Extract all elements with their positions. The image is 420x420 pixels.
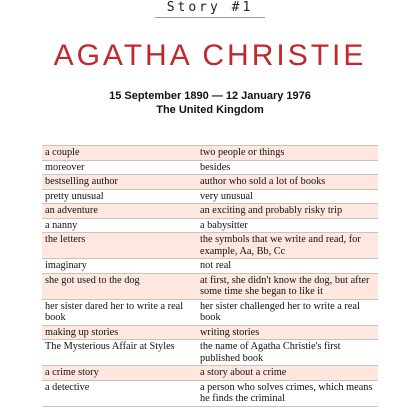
glossary-term: her sister dared her to write a real book [42,299,197,325]
glossary-definition: two people or things [197,146,378,161]
glossary-term: The Mysterious Affair at Styles [42,340,197,366]
table-row [42,204,378,219]
glossary-definition: besides [197,160,378,175]
table-row [42,175,378,190]
table-row [42,380,378,406]
glossary-definition: not real [197,259,378,274]
glossary-term: pretty unusual [42,189,197,204]
life-dates: 15 September 1890 — 12 January 1976 [109,90,311,102]
glossary-definition: the symbols that we write and read, for example, Aa, Bb, Cc [197,233,378,259]
table-row [42,325,378,340]
glossary-term: an adventure [42,204,197,219]
glossary-definition: very unusual [197,189,378,204]
glossary-definition: an exciting and probably risky trip [197,204,378,219]
table-row [42,233,378,259]
glossary-term: a crime story [42,366,197,381]
country: The United Kingdom [156,104,264,116]
glossary-definition: author who sold a lot of books [197,175,378,190]
glossary-definition: a person who solves crimes, which means he finds the criminal [197,380,378,406]
table-row [42,366,378,381]
glossary-definition: a story about a crime [197,366,378,381]
table-row [42,160,378,175]
glossary-term: a nanny [42,218,197,233]
table-row [42,189,378,204]
glossary-term: bestselling author [42,175,197,190]
table-row [42,218,378,233]
glossary-term: moreover [42,160,197,175]
page-title: AGATHA CHRISTIE [53,39,367,72]
story-label-underline [155,17,265,18]
story-label: Story #1 [166,0,254,15]
glossary-term: a couple [42,146,197,161]
table-row [42,273,378,299]
glossary-definition: writing stories [197,325,378,340]
glossary-table [42,145,378,407]
table-row [42,299,378,325]
glossary-term: the letters [42,233,197,259]
glossary-term: she got used to the dog [42,273,197,299]
table-row [42,340,378,366]
glossary-term: making up stories [42,325,197,340]
glossary-term: imaginary [42,259,197,274]
glossary-definition: a babysitter [197,218,378,233]
glossary-definition: her sister challenged her to write a real book [197,299,378,325]
glossary-definition: at first, she didn't know the dog, but after some time she began to like it [197,273,378,299]
glossary-definition: the name of Agatha Christie's first published book [197,340,378,366]
glossary-term: a detective [42,380,197,406]
table-row [42,259,378,274]
table-row [42,146,378,161]
